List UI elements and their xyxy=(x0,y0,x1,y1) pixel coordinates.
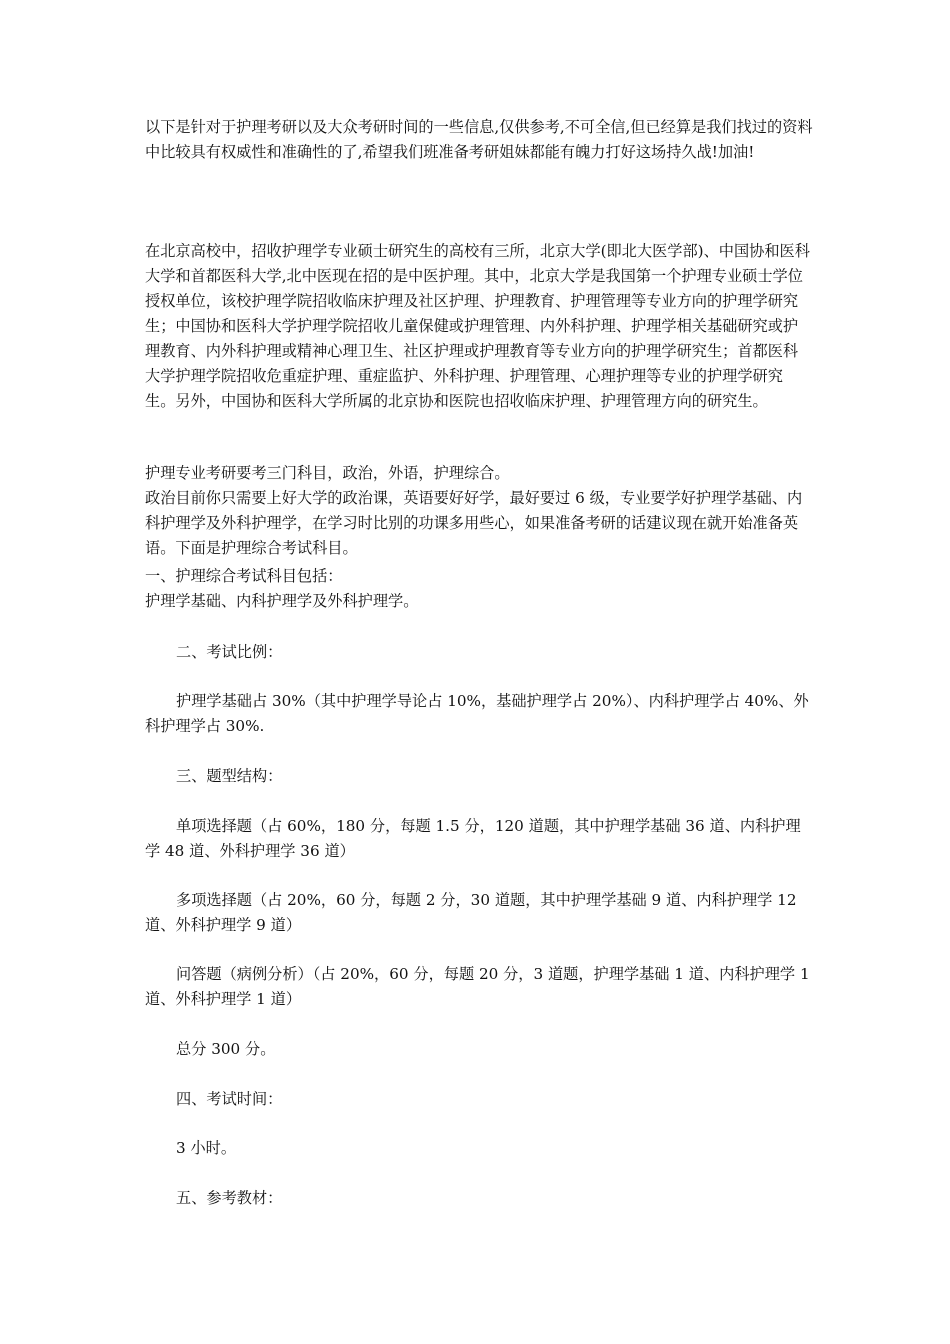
section5-heading: 五、参考教材： xyxy=(176,1189,283,1207)
section3-heading: 三、题型结构： xyxy=(176,767,283,785)
total-score: 总分 300 分。 xyxy=(176,1040,276,1058)
section2-heading: 二、考试比例： xyxy=(176,643,283,661)
schools-paragraph: 在北京高校中，招收护理学专业硕士研究生的高校有三所，北京大学(即北大医学部)、中国协和医科大学和首都医科大学,北中医现在招的是中医护理。其中，北京大学是我国第一个护理专业硕士学位授权单位，该校护理学院招收临床护理及社区护理、护理教育、护理管理等专业方向的护理学研究生；中国协和医科大学护理学院招收儿童保健或护理管理、内外科护理、护理学相关基础研究或护理教育、内外科护理或精神心理卫生、社区护理或护理教育等专业方向的护理学研究生；首都医科大学护理学院招收危重症护理、重症监护、外科护理、护理管理、心理护理等专业的护理学研究生。另外，中国协和医科大学所属的北京协和医院也招收临床护理、护理管理方向的研究生。 xyxy=(145,242,810,410)
section4-body: 3 小时。 xyxy=(176,1139,237,1157)
exam-subjects-line: 护理专业考研要考三门科目，政治，外语，护理综合。 xyxy=(145,464,510,482)
intro-paragraph: 以下是针对于护理考研以及大众考研时间的一些信息,仅供参考,不可全信,但已经算是我们找过的资料中比较具有权威性和准确性的了,希望我们班准备考研姐妹都能有魄力打好这场持久战!加油! xyxy=(145,118,813,161)
qa-paragraph: 问答题（病例分析）（占 20%，60 分，每题 20 分，3 道题，护理学基础 1 道、内科护理学 1 道、外科护理学 1 道） xyxy=(145,965,810,1008)
section1-body: 护理学基础、内科护理学及外科护理学。 xyxy=(145,592,419,610)
section2-body: 护理学基础占 30%（其中护理学导论占 10%，基础护理学占 20%）、内科护理学占 40%、外科护理学占 30%. xyxy=(145,692,809,735)
section4-heading: 四、考试时间： xyxy=(176,1090,283,1108)
section1-heading: 一、护理综合考试科目包括： xyxy=(145,567,343,585)
study-advice-paragraph: 政治目前你只需要上好大学的政治课，英语要好好学，最好要过 6 级，专业要学好护理学基础、内科护理学及外科护理学，在学习时比别的功课多用些心，如果准备考研的话建议现在就开始准备英语。下面是护理综合考试科目。 xyxy=(145,489,803,557)
multi-choice-paragraph: 多项选择题（占 20%，60 分，每题 2 分，30 道题，其中护理学基础 9 道、内科护理学 12 道、外科护理学 9 道） xyxy=(145,891,797,934)
single-choice-paragraph: 单项选择题（占 60%，180 分，每题 1.5 分，120 道题，其中护理学基础 36 道、内科护理学 48 道、外科护理学 36 道） xyxy=(145,817,801,860)
